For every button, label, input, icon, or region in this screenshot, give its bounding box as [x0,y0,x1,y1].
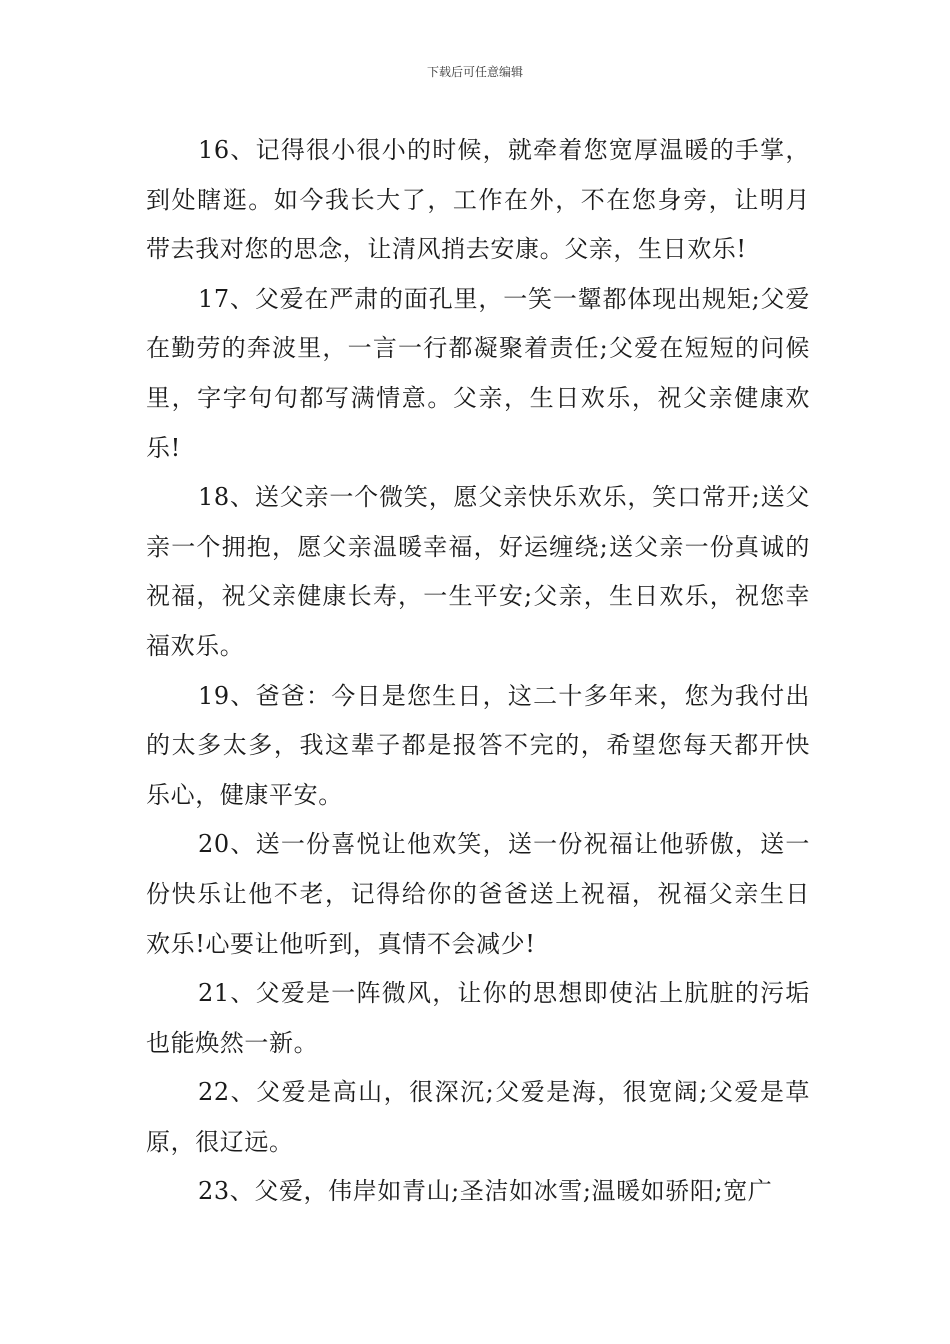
paragraph-22: 22、父爱是高山，很深沉;父爱是海，很宽阔;父爱是草原，很辽远。 [146,1078,810,1156]
paragraph-16: 16、记得很小很小的时候，就牵着您宽厚温暖的手掌，到处瞎逛。如今我长大了，工作在外，不在您身旁，让明月带去我对您的思念，让清风捎去安康。父亲，生日欢乐! [146,136,810,264]
paragraph-19: 19、爸爸：今日是您生日，这二十多年来，您为我付出的太多太多，我这辈子都是报答不完的，希望您每天都开快乐心，健康平安。 [146,681,810,809]
paragraph-20: 20、送一份喜悦让他欢笑，送一份祝福让他骄傲，送一份快乐让他不老，记得给你的爸爸送上祝福，祝福父亲生日欢乐!心要让他听到，真情不会减少! [146,830,810,958]
paragraph-23: 23、父爱，伟岸如青山;圣洁如冰雪;温暖如骄阳;宽广 [198,1177,773,1206]
paragraph-21: 21、父爱是一阵微风，让你的思想即使沾上肮脏的污垢也能焕然一新。 [146,979,810,1057]
page-header: 下载后可任意编辑 [426,65,523,79]
paragraph-18: 18、送父亲一个微笑，愿父亲快乐欢乐，笑口常开;送父亲一个拥抱，愿父亲温暖幸福，好运缠绕;送父亲一份真诚的祝福，祝父亲健康长寿，一生平安;父亲，生日欢乐，祝您幸福欢乐。 [146,483,810,660]
document-body [146,126,810,1217]
paragraph-17: 17、父爱在严肃的面孔里，一笑一颦都体现出规矩;父爱在勤劳的奔波里，一言一行都凝聚着责任;父爱在短短的问候里，字字句句都写满情意。父亲，生日欢乐，祝父亲健康欢乐! [146,284,810,462]
